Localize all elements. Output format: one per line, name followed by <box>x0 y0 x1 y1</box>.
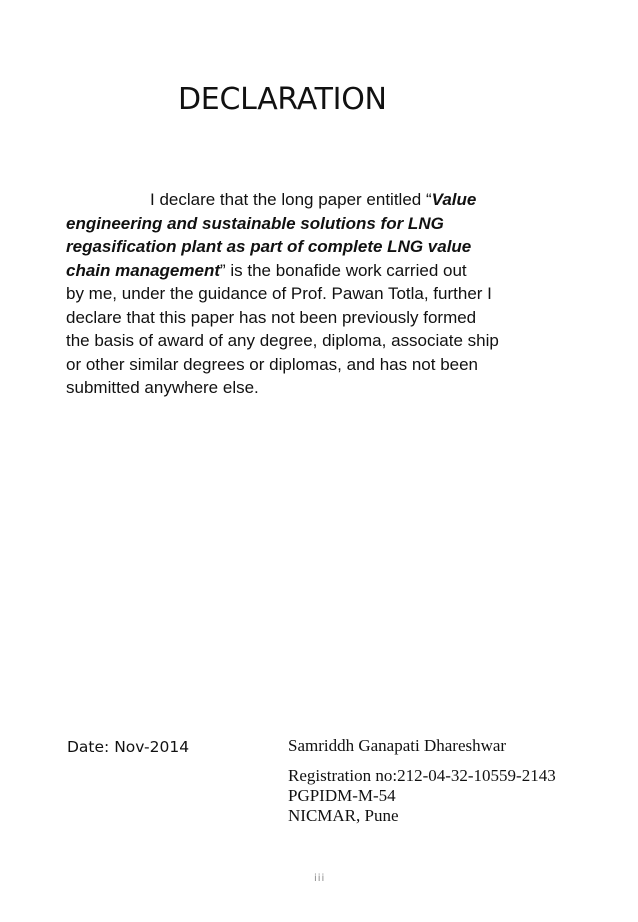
declaration-text-segment: by me, under the guidance of Prof. Pawan Totla, further I <box>66 284 492 303</box>
declaration-text-segment: submitted anywhere else. <box>66 378 259 397</box>
declaration-line <box>66 306 572 330</box>
declaration-line <box>66 188 572 212</box>
declaration-line <box>66 212 572 236</box>
declaration-text-segment: ” is the bonafide work carried out <box>220 260 467 280</box>
institute-name: NICMAR, Pune <box>288 806 399 825</box>
declaration-line <box>66 376 572 400</box>
declaration-paragraph <box>66 188 572 400</box>
declaration-text-segment: declare that this paper has not been previously formed <box>66 307 477 327</box>
declaration-text-segment: or other similar degrees or diplomas, and has not been <box>66 354 479 374</box>
paper-title-segment: chain management <box>66 260 220 280</box>
declaration-date: Date: Nov-2014 <box>67 738 190 756</box>
paper-title-segment: Value <box>431 190 477 209</box>
declaration-line <box>66 282 572 306</box>
paper-title-segment: engineering and sustainable solutions for LNG <box>66 213 444 233</box>
page-title: DECLARATION <box>178 82 387 117</box>
program-code: PGPIDM-M-54 <box>288 786 396 805</box>
declaration-line <box>66 329 572 353</box>
declaration-line <box>66 259 572 283</box>
signature-block <box>288 736 556 826</box>
author-name: Samriddh Ganapati Dhareshwar <box>288 736 507 755</box>
paper-title-segment: regasification plant as part of complete LNG value <box>66 237 472 256</box>
registration-number: Registration no:212-04-32-10559-2143 <box>288 766 556 785</box>
declaration-text-segment: I declare that the long paper entitled “ <box>150 190 432 209</box>
declaration-text-segment: the basis of award of any degree, diploma, associate ship <box>66 331 499 350</box>
declaration-line <box>66 353 572 377</box>
declaration-line <box>66 235 572 259</box>
page-number: iii <box>314 873 326 884</box>
